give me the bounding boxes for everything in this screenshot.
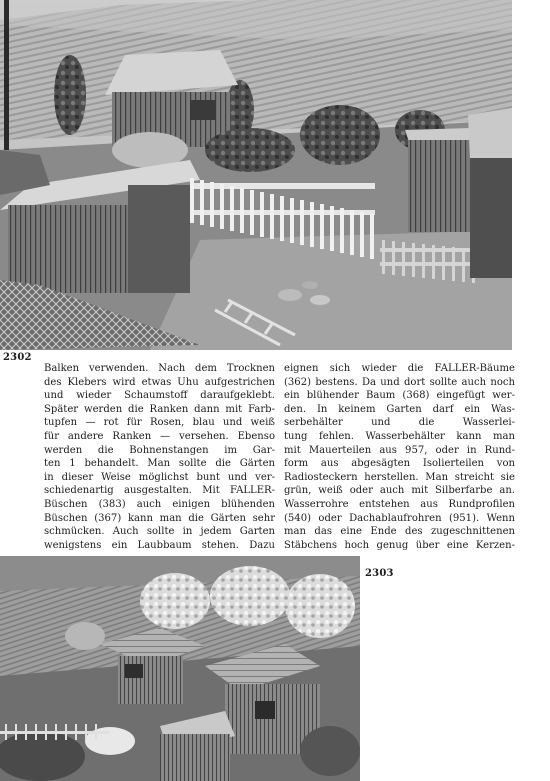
text-column-right (284, 362, 515, 552)
text-line: Radiosteckern herstellen. Man streicht sie (284, 471, 515, 483)
photo-garden-sheds-image (0, 0, 512, 350)
text-column-left (44, 362, 275, 552)
text-line: Stäbchens hoch genug über eine Kerzen- (284, 539, 515, 551)
figure-number-2303: 2303 (365, 568, 394, 579)
text-line: tupfen — rot für Rosen, blau und weiß (44, 417, 275, 429)
figure-number-2302: 2302 (3, 352, 32, 363)
text-line: form aus abgesägten Isolierteilen von (284, 458, 515, 470)
text-line: Balken verwenden. Nach dem Trocknen (44, 363, 275, 374)
text-line: schmücken. Auch sollte in jedem Garten (44, 526, 275, 538)
photo-garden-aerial-image (0, 556, 360, 781)
text-line: schiedenartig ausgestalten. Mit FALLER- (44, 485, 275, 497)
text-line: (362) bestens. Da und dort sollte auch noch (284, 376, 515, 388)
text-line: ten 1 behandelt. Man sollte die Gärten (44, 458, 275, 470)
text-line: des Klebers wird etwas Uhu aufgestrichen (44, 376, 275, 388)
photo-garden-aerial (0, 556, 360, 781)
text-line: ein blühender Baum (368) eingefügt wer- (284, 390, 515, 402)
text-line: Wasserrohre entstehen aus Rundprofilen (284, 498, 515, 510)
text-line: Später werden die Ranken dann mit Farb- (44, 403, 275, 415)
text-line: Büschen (367) kann man die Gärten sehr (44, 512, 275, 524)
text-line: (540) oder Dachablaufrohren (951). Wenn (284, 512, 515, 524)
text-line: in dieser Weise möglichst bunt und ver- (44, 471, 275, 483)
text-line: man das eine Ende des zugeschnittenen (284, 526, 515, 538)
text-line: eignen sich wieder die FALLER-Bäume (284, 363, 515, 374)
text-line: tung fehlen. Wasserbehälter kann man (284, 430, 515, 442)
text-line: wenigstens ein Laubbaum stehen. Dazu (44, 539, 275, 551)
text-line: und wieder Schaumstoff daraufgeklebt. (44, 390, 275, 402)
text-line: für andere Ranken — versehen. Ebenso (44, 430, 275, 442)
text-line: den. In keinem Garten darf ein Was- (284, 403, 515, 415)
photo-garden-sheds (0, 0, 512, 350)
text-line: mit Mauerteilen aus 957, oder in Rund- (284, 444, 515, 456)
text-line: werden die Bohnenstangen im Gar- (44, 444, 275, 456)
text-line: serbehälter und die Wasserlei- (284, 417, 515, 429)
text-line: Büschen (383) auch einigen blühenden (44, 498, 275, 510)
text-line: grün, weiß oder auch mit Silberfarbe an. (284, 485, 515, 497)
